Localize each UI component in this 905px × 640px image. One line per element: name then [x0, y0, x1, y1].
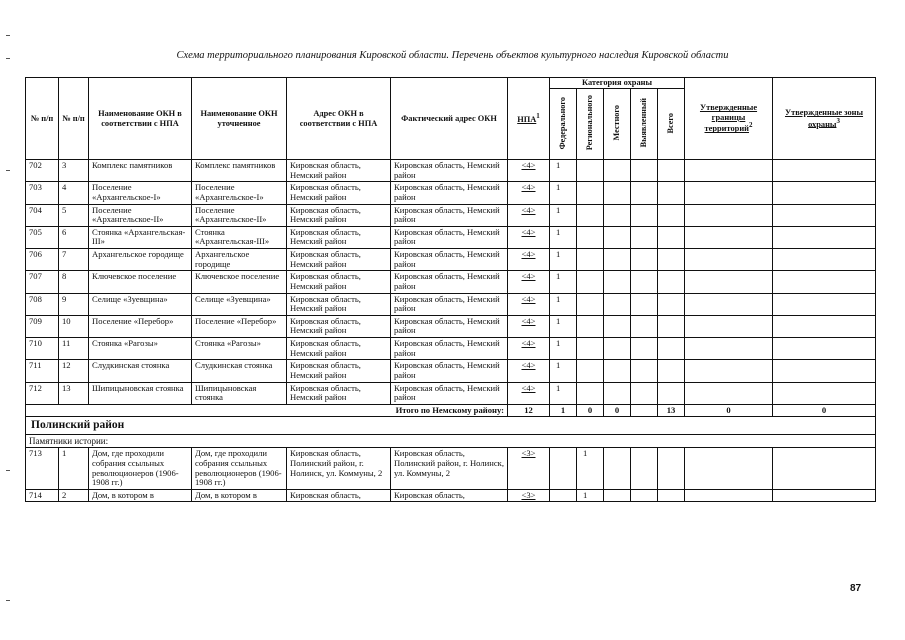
cell-regional: 1 — [577, 448, 604, 490]
cell-total — [658, 382, 685, 404]
cell-zones — [773, 382, 876, 404]
margin-tick — [6, 170, 10, 171]
cell-name: Архангельское городище — [89, 249, 192, 271]
page-title: Схема территориального планирования Кировской области. Перечень объектов культурного наследия Кировской области — [176, 50, 729, 61]
cell-local — [604, 226, 631, 248]
col-header-total — [658, 89, 685, 160]
table-row — [26, 382, 876, 404]
cell-local — [604, 182, 631, 204]
cell-identified — [631, 249, 658, 271]
cell-num: 702 — [26, 160, 59, 182]
regional-text: Регионального — [585, 95, 595, 151]
col-header-name-npa: Наименование ОКН в соответствии с НПА — [89, 78, 192, 160]
cell-address-actual: Кировская область, Немский район — [391, 271, 508, 293]
cell-regional — [577, 249, 604, 271]
cell-num: 711 — [26, 360, 59, 382]
cell-address: Кировская область, Немский район — [287, 293, 391, 315]
identified-text: Выявленный — [639, 98, 649, 148]
cell-npa-link[interactable]: <4> — [508, 293, 550, 315]
cell-address: Кировская область, Немский район — [287, 249, 391, 271]
cell-local-num: 4 — [59, 182, 89, 204]
cell-local-num: 9 — [59, 293, 89, 315]
margin-tick — [6, 470, 10, 471]
cell-local — [604, 160, 631, 182]
cell-npa-link[interactable]: <3> — [508, 489, 550, 502]
cell-name: Поселение «Архангельское-II» — [89, 204, 192, 226]
total-identified — [631, 404, 658, 417]
total-all: 13 — [658, 404, 685, 417]
district-row — [26, 417, 876, 435]
cell-npa-link[interactable]: <4> — [508, 382, 550, 404]
margin-tick — [6, 58, 10, 59]
cell-address: Кировская область, — [287, 489, 391, 502]
total-text: Всего — [666, 112, 676, 134]
cell-local-num: 10 — [59, 315, 89, 337]
table-row — [26, 338, 876, 360]
cell-local — [604, 382, 631, 404]
col-header-local — [604, 89, 631, 160]
cell-npa-link[interactable]: <3> — [508, 448, 550, 490]
cell-borders — [685, 271, 773, 293]
col-header-num-local: № п/п — [59, 78, 89, 160]
district-title: Полинский район — [26, 417, 876, 435]
col-header-address-actual: Фактический адрес ОКН — [391, 78, 508, 160]
cell-npa-link[interactable]: <4> — [508, 249, 550, 271]
cell-borders — [685, 448, 773, 490]
cell-name: Поселение «Архангельское-I» — [89, 182, 192, 204]
cell-npa-link[interactable]: <4> — [508, 360, 550, 382]
cell-address: Кировская область, Немский район — [287, 338, 391, 360]
approved-borders-text: Утвержденные границы территорий — [699, 103, 758, 134]
cell-name-refined: Стоянка «Рагозы» — [192, 338, 287, 360]
cell-num: 706 — [26, 249, 59, 271]
cell-address-actual: Кировская область, Немский район — [391, 293, 508, 315]
cell-name-refined: Поселение «Перебор» — [192, 315, 287, 337]
cell-address: Кировская область, Немский район — [287, 226, 391, 248]
cell-local-num: 8 — [59, 271, 89, 293]
cell-address-actual: Кировская область, Немский район — [391, 249, 508, 271]
cell-name: Комплекс памятников — [89, 160, 192, 182]
table-row — [26, 448, 876, 490]
cell-address: Кировская область, Немский район — [287, 360, 391, 382]
cell-name-refined: Селище «Зуевщина» — [192, 293, 287, 315]
cell-borders — [685, 293, 773, 315]
col-header-npa — [508, 78, 550, 160]
table-row — [26, 293, 876, 315]
cell-identified — [631, 382, 658, 404]
cell-num: 714 — [26, 489, 59, 502]
total-label: Итого по Немскому району: — [26, 404, 508, 417]
cell-address-actual: Кировская область, Немский район — [391, 315, 508, 337]
cell-identified — [631, 448, 658, 490]
cell-local-num: 3 — [59, 160, 89, 182]
cell-name: Поселение «Перебор» — [89, 315, 192, 337]
col-header-approved-zones — [773, 78, 876, 160]
cell-total — [658, 315, 685, 337]
cell-name: Стоянка «Архангельская-III» — [89, 226, 192, 248]
total-zones: 0 — [773, 404, 876, 417]
cell-npa-link[interactable]: <4> — [508, 338, 550, 360]
cell-local-num: 7 — [59, 249, 89, 271]
cell-local — [604, 489, 631, 502]
cell-name: Дом, где проходили собрания ссыльных революционеров (1906-1908 гг.) — [89, 448, 192, 490]
cell-identified — [631, 182, 658, 204]
cell-total — [658, 160, 685, 182]
cell-npa-link[interactable]: <4> — [508, 315, 550, 337]
cell-name: Стоянка «Рагозы» — [89, 338, 192, 360]
total-regional: 0 — [577, 404, 604, 417]
table-row — [26, 489, 876, 502]
total-local: 0 — [604, 404, 631, 417]
cell-name: Дом, в котором в — [89, 489, 192, 502]
cell-address-actual: Кировская область, Полинский район, г. Нолинск, ул. Коммуны, 2 — [391, 448, 508, 490]
cell-local-num: 11 — [59, 338, 89, 360]
cell-identified — [631, 293, 658, 315]
cell-address: Кировская область, Немский район — [287, 204, 391, 226]
section-title: Памятники истории: — [26, 435, 876, 448]
cell-total — [658, 204, 685, 226]
federal-text: Федерального — [558, 96, 568, 149]
cell-zones — [773, 489, 876, 502]
cell-federal: 1 — [550, 338, 577, 360]
cell-total — [658, 226, 685, 248]
cell-identified — [631, 226, 658, 248]
approved-zones-text: Утвержденные зоны охраны — [784, 108, 864, 129]
cell-regional — [577, 204, 604, 226]
cell-address: Кировская область, Немский район — [287, 271, 391, 293]
cell-name-refined: Архангельское городище — [192, 249, 287, 271]
cell-num: 704 — [26, 204, 59, 226]
cell-num: 707 — [26, 271, 59, 293]
cell-zones — [773, 204, 876, 226]
cell-local — [604, 360, 631, 382]
cell-name: Шипицыновская стоянка — [89, 382, 192, 404]
cell-total — [658, 489, 685, 502]
cell-borders — [685, 338, 773, 360]
heritage-objects-table — [25, 77, 876, 502]
cell-address-actual: Кировская область, Немский район — [391, 204, 508, 226]
cell-address-actual: Кировская область, Немский район — [391, 160, 508, 182]
cell-borders — [685, 382, 773, 404]
col-header-num-total: № п/п — [26, 78, 59, 160]
cell-identified — [631, 338, 658, 360]
cell-federal: 1 — [550, 226, 577, 248]
cell-federal: 1 — [550, 382, 577, 404]
cell-name-refined: Слудкинская стоянка — [192, 360, 287, 382]
cell-regional — [577, 293, 604, 315]
cell-identified — [631, 360, 658, 382]
table-row — [26, 160, 876, 182]
cell-local — [604, 249, 631, 271]
cell-num: 710 — [26, 338, 59, 360]
cell-federal: 1 — [550, 315, 577, 337]
cell-zones — [773, 249, 876, 271]
table-row — [26, 204, 876, 226]
cell-identified — [631, 204, 658, 226]
cell-address-actual: Кировская область, Немский район — [391, 226, 508, 248]
cell-borders — [685, 182, 773, 204]
cell-federal: 1 — [550, 271, 577, 293]
cell-regional — [577, 226, 604, 248]
total-borders: 0 — [685, 404, 773, 417]
cell-regional — [577, 182, 604, 204]
cell-local — [604, 204, 631, 226]
table-row — [26, 271, 876, 293]
total-npa: 12 — [508, 404, 550, 417]
cell-npa-link[interactable]: <4> — [508, 160, 550, 182]
table-row — [26, 249, 876, 271]
cell-address-actual: Кировская область, — [391, 489, 508, 502]
cell-total — [658, 293, 685, 315]
cell-zones — [773, 182, 876, 204]
cell-borders — [685, 249, 773, 271]
cell-zones — [773, 360, 876, 382]
cell-name-refined: Стоянка «Архангельская-III» — [192, 226, 287, 248]
cell-npa-link[interactable]: <4> — [508, 271, 550, 293]
cell-local-num: 12 — [59, 360, 89, 382]
cell-federal: 1 — [550, 360, 577, 382]
cell-local — [604, 338, 631, 360]
cell-name: Селище «Зуевщина» — [89, 293, 192, 315]
cell-local — [604, 315, 631, 337]
col-header-identified — [631, 89, 658, 160]
cell-regional — [577, 271, 604, 293]
page-number: 87 — [850, 583, 862, 594]
cell-identified — [631, 315, 658, 337]
cell-name-refined: Ключевское поселение — [192, 271, 287, 293]
cell-npa-link[interactable]: <4> — [508, 226, 550, 248]
cell-federal — [550, 448, 577, 490]
cell-address: Кировская область, Полинский район, г. Нолинск, ул. Коммуны, 2 — [287, 448, 391, 490]
cell-address-actual: Кировская область, Немский район — [391, 182, 508, 204]
cell-borders — [685, 489, 773, 502]
cell-local-num: 2 — [59, 489, 89, 502]
cell-local-num: 13 — [59, 382, 89, 404]
cell-borders — [685, 160, 773, 182]
cell-name-refined: Дом, в котором в — [192, 489, 287, 502]
cell-zones — [773, 293, 876, 315]
cell-borders — [685, 360, 773, 382]
total-federal: 1 — [550, 404, 577, 417]
cell-regional — [577, 315, 604, 337]
cell-total — [658, 249, 685, 271]
cell-name: Слудкинская стоянка — [89, 360, 192, 382]
cell-zones — [773, 315, 876, 337]
cell-regional — [577, 360, 604, 382]
cell-local-num: 5 — [59, 204, 89, 226]
cell-local-num: 1 — [59, 448, 89, 490]
local-text: Местного — [612, 105, 622, 141]
cell-name-refined: Дом, где проходили собрания ссыльных революционеров (1906-1908 гг.) — [192, 448, 287, 490]
cell-federal — [550, 489, 577, 502]
col-header-name-refined: Наименование ОКН уточненное — [192, 78, 287, 160]
approved-borders-footnote: 2 — [749, 121, 753, 130]
cell-name-refined: Шипицыновская стоянка — [192, 382, 287, 404]
cell-zones — [773, 338, 876, 360]
cell-local — [604, 448, 631, 490]
cell-num: 705 — [26, 226, 59, 248]
col-header-category: Категория охраны — [550, 78, 685, 89]
table-row — [26, 226, 876, 248]
npa-header-text: НПА — [517, 114, 537, 124]
cell-total — [658, 271, 685, 293]
cell-regional — [577, 382, 604, 404]
cell-num: 713 — [26, 448, 59, 490]
cell-npa-link[interactable]: <4> — [508, 204, 550, 226]
cell-regional: 1 — [577, 489, 604, 502]
cell-address: Кировская область, Немский район — [287, 182, 391, 204]
cell-total — [658, 448, 685, 490]
cell-address: Кировская область, Немский район — [287, 160, 391, 182]
cell-borders — [685, 204, 773, 226]
cell-npa-link[interactable]: <4> — [508, 182, 550, 204]
cell-zones — [773, 271, 876, 293]
cell-borders — [685, 226, 773, 248]
cell-address-actual: Кировская область, Немский район — [391, 382, 508, 404]
cell-total — [658, 182, 685, 204]
table-row — [26, 315, 876, 337]
cell-zones — [773, 448, 876, 490]
cell-address: Кировская область, Немский район — [287, 382, 391, 404]
cell-federal: 1 — [550, 249, 577, 271]
section-row — [26, 435, 876, 448]
cell-regional — [577, 338, 604, 360]
cell-name-refined: Комплекс памятников — [192, 160, 287, 182]
cell-address-actual: Кировская область, Немский район — [391, 338, 508, 360]
cell-identified — [631, 489, 658, 502]
cell-federal: 1 — [550, 204, 577, 226]
cell-identified — [631, 271, 658, 293]
cell-federal: 1 — [550, 293, 577, 315]
cell-name-refined: Поселение «Архангельское-I» — [192, 182, 287, 204]
table-row — [26, 182, 876, 204]
col-header-approved-borders — [685, 78, 773, 160]
cell-identified — [631, 160, 658, 182]
cell-num: 712 — [26, 382, 59, 404]
margin-tick — [6, 600, 10, 601]
cell-federal: 1 — [550, 160, 577, 182]
cell-borders — [685, 315, 773, 337]
cell-num: 709 — [26, 315, 59, 337]
cell-address: Кировская область, Немский район — [287, 315, 391, 337]
cell-name: Ключевское поселение — [89, 271, 192, 293]
approved-zones-footnote: 3 — [836, 116, 840, 125]
cell-num: 703 — [26, 182, 59, 204]
cell-local-num: 6 — [59, 226, 89, 248]
total-row — [26, 404, 876, 417]
table-row — [26, 360, 876, 382]
col-header-regional — [577, 89, 604, 160]
col-header-address-npa: Адрес ОКН в соответствии с НПА — [287, 78, 391, 160]
cell-name-refined: Поселение «Архангельское-II» — [192, 204, 287, 226]
cell-local — [604, 271, 631, 293]
cell-total — [658, 360, 685, 382]
cell-zones — [773, 226, 876, 248]
cell-local — [604, 293, 631, 315]
cell-total — [658, 338, 685, 360]
cell-regional — [577, 160, 604, 182]
cell-zones — [773, 160, 876, 182]
cell-federal: 1 — [550, 182, 577, 204]
margin-tick — [6, 35, 10, 36]
col-header-federal — [550, 89, 577, 160]
cell-num: 708 — [26, 293, 59, 315]
npa-header-footnote: 1 — [536, 111, 540, 120]
cell-address-actual: Кировская область, Немский район — [391, 360, 508, 382]
